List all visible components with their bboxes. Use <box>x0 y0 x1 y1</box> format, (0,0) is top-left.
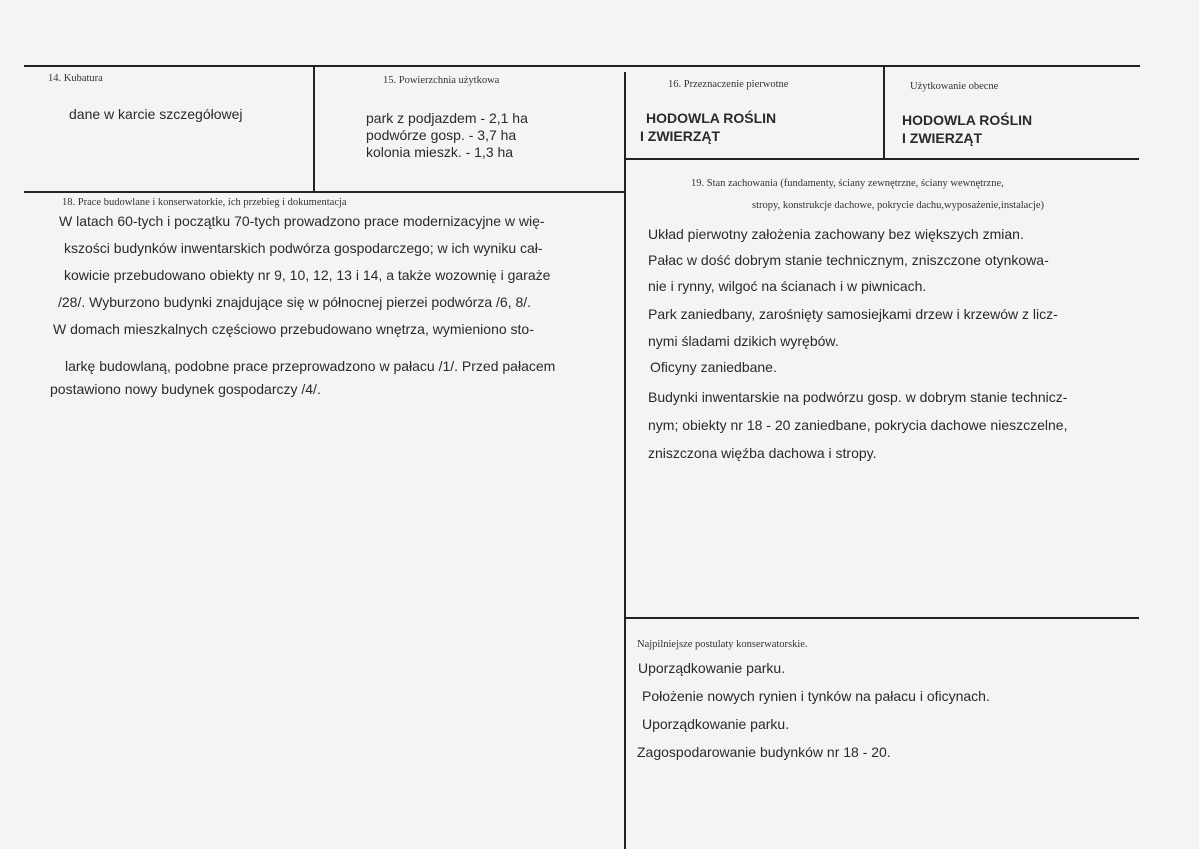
original-purpose-line: I ZWIERZĄT <box>640 128 721 144</box>
condition-line: nym; obiekty nr 18 - 20 zaniedbane, pokrycia dachowe nieszczelne, <box>648 417 1068 433</box>
construction-works-line: W latach 60-tych i początku 70-tych prowadzono prace modernizacyjne w wię- <box>59 213 545 229</box>
construction-works-line: W domach mieszkalnych częściowo przebudowano wnętrza, wymieniono sto- <box>53 321 534 337</box>
divider-main <box>624 72 626 849</box>
kubatura-label: 14. Kubatura <box>48 73 103 84</box>
usable-area-line: kolonia mieszk. - 1,3 ha <box>366 144 514 160</box>
construction-works-line: /28/. Wyburzono budynki znajdujące się w północnej pierzei podwórza /6, 8/. <box>58 294 532 310</box>
divider-14-15 <box>313 65 315 192</box>
condition-line: nie i rynny, wilgoć na ścianach i w piwnicach. <box>648 278 927 294</box>
condition-label: 19. Stan zachowania (fundamenty, ściany zewnętrzne, ściany wewnętrzne, <box>691 178 1004 189</box>
condition-line: Budynki inwentarskie na podwórzu gosp. w dobrym stanie technicz- <box>648 389 1068 405</box>
construction-works-line: kszości budynków inwentarskich podwórza gospodarczego; w ich wyniku cał- <box>64 240 543 256</box>
current-use-label: Użytkowanie obecne <box>910 81 999 92</box>
usable-area-line: park z podjazdem - 2,1 ha <box>366 110 528 126</box>
usable-area-line: podwórze gosp. - 3,7 ha <box>366 127 517 143</box>
postulate-item: Uporządkowanie parku. <box>642 716 790 732</box>
top-rule <box>24 65 1140 67</box>
condition-line: Oficyny zaniedbane. <box>650 359 777 375</box>
postulate-item: Uporządkowanie parku. <box>638 660 786 676</box>
header-row-rule-left <box>24 191 625 193</box>
condition-line: nymi śladami dzikich wyrębów. <box>648 333 839 349</box>
construction-works-line: larkę budowlaną, podobne prace przeprowadzono w pałacu /1/. Przed pałacem <box>65 358 556 374</box>
condition-line: Pałac w dość dobrym stanie technicznym, zniszczone otynkowa- <box>648 252 1049 268</box>
original-purpose-label: 16. Przeznaczenie pierwotne <box>668 79 789 90</box>
postulates-label: Najpilniejsze postulaty konserwatorskie. <box>637 639 808 650</box>
current-use-line: I ZWIERZĄT <box>902 130 983 146</box>
construction-works-line: kowicie przebudowano obiekty nr 9, 10, 12, 13 i 14, a także wozownię i garaże <box>64 267 551 283</box>
postulates-rule <box>625 617 1139 619</box>
condition-label-continued: stropy, konstrukcje dachowe, pokrycie dachu,wyposażenie,instalacje) <box>752 200 1045 211</box>
divider-16-current <box>883 65 885 159</box>
condition-line: zniszczona więźba dachowa i stropy. <box>648 445 877 461</box>
construction-works-label: 18. Prace budowlane i konserwatorkie, ich przebieg i dokumentacja <box>62 197 347 208</box>
kubatura-value: dane w karcie szczegółowej <box>69 106 243 122</box>
original-purpose-line: HODOWLA ROŚLIN <box>646 110 777 126</box>
construction-works-line: postawiono nowy budynek gospodarczy /4/. <box>50 381 321 397</box>
postulate-item: Zagospodarowanie budynków nr 18 - 20. <box>637 744 891 760</box>
header-row-rule-right <box>625 158 1139 160</box>
condition-line: Układ pierwotny założenia zachowany bez większych zmian. <box>648 226 1024 242</box>
current-use-line: HODOWLA ROŚLIN <box>902 112 1033 128</box>
condition-line: Park zaniedbany, zarośnięty samosiejkami drzew i krzewów z licz- <box>648 306 1058 322</box>
usable-area-label: 15. Powierzchnia użytkowa <box>383 75 500 86</box>
postulate-item: Położenie nowych rynien i tynków na pałacu i oficynach. <box>642 688 990 704</box>
